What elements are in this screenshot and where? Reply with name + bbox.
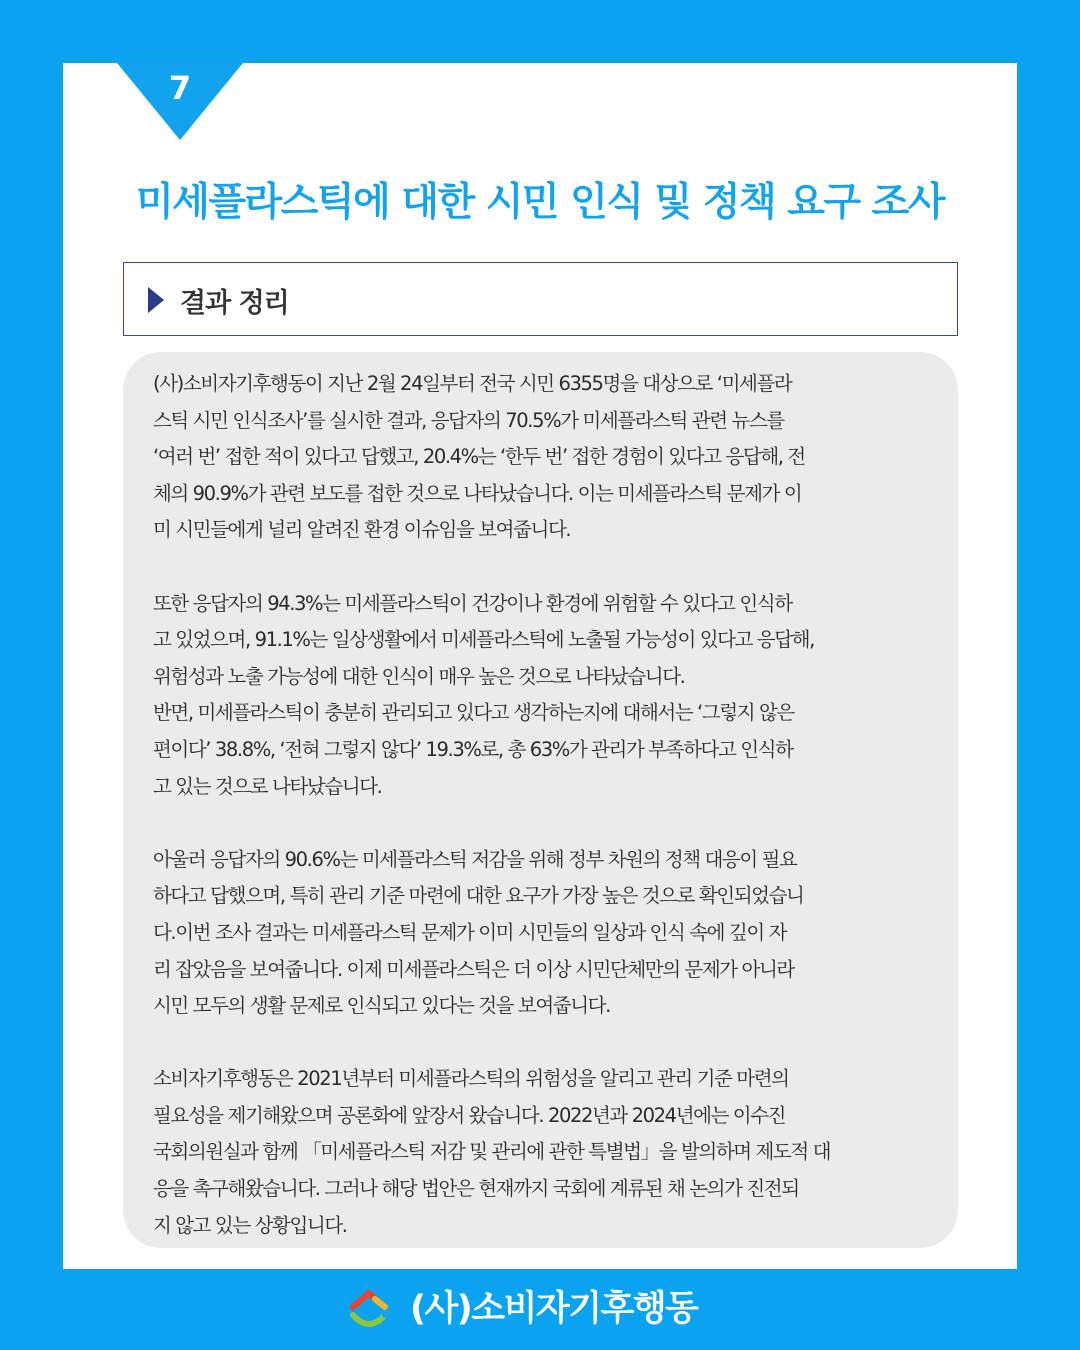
content-card <box>63 63 1017 1269</box>
text-line: 스틱 시민 인식조사’를 실시한 결과, 응답자의 70.5%가 미세플라스틱 관련 뉴스를 <box>153 408 784 432</box>
text-line: 아울러 응답자의 90.6%는 미세플라스틱 저감을 위해 정부 차원의 정책 대응이 필요 <box>153 847 797 871</box>
organization-logo-icon <box>345 1285 399 1335</box>
text-line: 편이다’ 38.8%, ‘전혀 그렇지 않다’ 19.3%로, 총 63%가 관리가 부족하다고 인식하 <box>153 737 793 761</box>
content-text-box <box>123 352 958 1248</box>
section-header <box>123 262 958 336</box>
text-line: 하다고 답했으며, 특히 관리 기준 마련에 대한 요구가 가장 높은 것으로 확인되었습니 <box>153 884 804 908</box>
play-triangle-icon <box>148 287 164 313</box>
footer <box>0 1269 1080 1350</box>
text-line: 시민 모두의 생활 문제로 인식되고 있다는 것을 보여줍니다. <box>153 994 610 1018</box>
section-label: 결과 정리 <box>180 288 289 319</box>
text-line: 체의 90.9%가 관련 보도를 접한 것으로 나타났습니다. 이는 미세플라스틱 문제가 이 <box>153 481 802 505</box>
paragraph <box>153 366 930 549</box>
text-line: 지 않고 있는 상황입니다. <box>153 1213 347 1237</box>
page-number: 7 <box>168 69 192 107</box>
paragraph <box>153 842 930 1025</box>
text-line: 또한 응답자의 94.3%는 미세플라스틱이 건강이나 환경에 위험할 수 있다고 인식하 <box>153 591 792 615</box>
page-title: 미세플라스틱에 대한 시민 인식 및 정책 요구 조사 <box>135 180 945 225</box>
organization-name: (사)소비자기후행동 <box>410 1289 698 1329</box>
page-badge <box>117 63 243 140</box>
text-line: 국회의원실과 함께 「미세플라스틱 저감 및 관리에 관한 특별법」을 발의하며 제도적 대 <box>153 1140 831 1164</box>
text-line: 고 있었으며, 91.1%는 일상생활에서 미세플라스틱에 노출될 가능성이 있다고 응답해, <box>153 628 814 652</box>
text-line: 응을 촉구해왔습니다. 그러나 해당 법안은 현재까지 국회에 계류된 채 논의가 진전되 <box>153 1177 799 1201</box>
text-line: (사)소비자기후행동이 지난 2월 24일부터 전국 시민 6355명을 대상으로 ‘미세플라 <box>153 372 792 395</box>
text-line: 리 잡았음을 보여줍니다. 이제 미세플라스틱은 더 이상 시민단체만의 문제가 아니라 <box>153 957 794 981</box>
text-line: 위험성과 노출 가능성에 대한 인식이 매우 높은 것으로 나타났습니다. <box>153 664 685 688</box>
text-line: 미 시민들에게 널리 알려진 환경 이슈임을 보여줍니다. <box>153 518 571 542</box>
paragraph <box>153 586 930 806</box>
text-line: 필요성을 제기해왔으며 공론화에 앞장서 왔습니다. 2022년과 2024년에는 이수진 <box>153 1103 786 1127</box>
text-line: 소비자기후행동은 2021년부터 미세플라스틱의 위험성을 알리고 관리 기준 마련의 <box>153 1067 789 1091</box>
paragraph <box>153 1061 930 1244</box>
text-line: ‘여러 번’ 접한 적이 있다고 답했고, 20.4%는 ‘한두 번’ 접한 경험이 있다고 응답해, 전 <box>153 445 805 469</box>
text-line: 다.이번 조사 결과는 미세플라스틱 문제가 이미 시민들의 일상과 인식 속에 깊이 자 <box>153 920 787 944</box>
text-line: 반면, 미세플라스틱이 충분히 관리되고 있다고 생각하는지에 대해서는 ‘그렇지 않은 <box>153 701 794 725</box>
text-line: 고 있는 것으로 나타났습니다. <box>153 774 382 798</box>
